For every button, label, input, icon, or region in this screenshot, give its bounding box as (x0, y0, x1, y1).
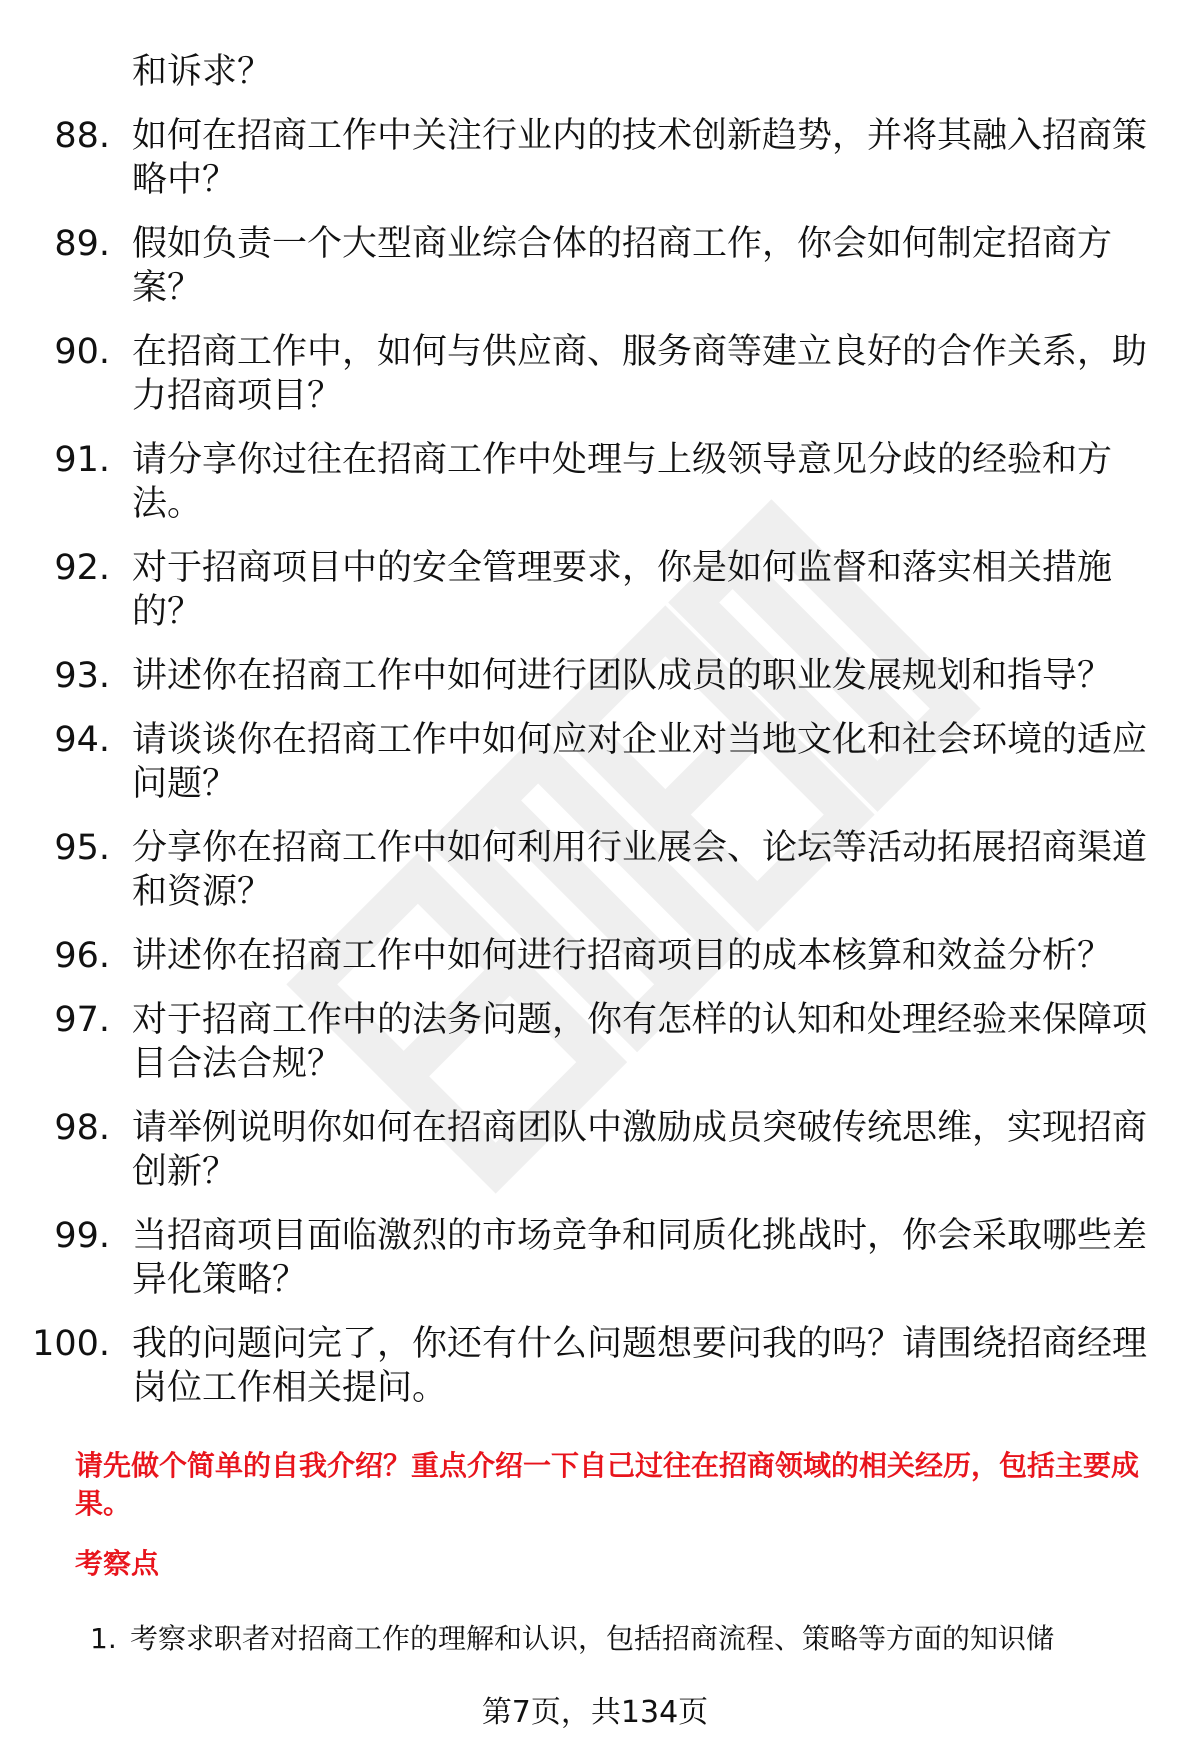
question-number: 97. (54, 1000, 110, 1040)
question-text: 请分享你过往在招商工作中处理与上级领导意见分歧的经验和方法。 (132, 440, 1113, 524)
question-number: 96. (54, 936, 110, 976)
question-item (0, 438, 1152, 526)
evaluation-point-item (90, 1620, 1170, 1658)
question-number: 89. (54, 224, 110, 264)
question-text: 在招商工作中，如何与供应商、服务商等建立良好的合作关系，助力招商项目？ (132, 332, 1148, 416)
question-item (0, 50, 1152, 94)
question-text: 和诉求？ (132, 52, 273, 92)
question-number: 93. (54, 656, 110, 696)
question-number: 95. (54, 828, 110, 868)
question-item (0, 718, 1152, 806)
question-item (0, 826, 1152, 914)
question-list (0, 50, 1190, 1430)
question-number: 98. (54, 1108, 110, 1148)
question-number: 100. (32, 1324, 110, 1364)
question-item (0, 222, 1152, 310)
question-item (0, 998, 1152, 1086)
question-text: 对于招商项目中的安全管理要求，你是如何监督和落实相关措施的？ (132, 548, 1113, 632)
question-item (0, 546, 1152, 634)
point-number: 1. (90, 1622, 117, 1655)
question-text: 请举例说明你如何在招商团队中激励成员突破传统思维，实现招商创新？ (132, 1108, 1148, 1192)
question-item (0, 330, 1152, 418)
question-number: 91. (54, 440, 110, 480)
evaluation-points-heading: 考察点 (75, 1547, 160, 1580)
page-footer: 第7页，共134页 (481, 1695, 709, 1730)
question-text: 请谈谈你在招商工作中如何应对企业对当地文化和社会环境的适应问题？ (132, 720, 1148, 804)
question-text: 假如负责一个大型商业综合体的招商工作，你会如何制定招商方案？ (132, 224, 1113, 308)
question-number: 88. (54, 116, 110, 156)
question-text: 当招商项目面临激烈的市场竞争和同质化挑战时，你会采取哪些差异化策略？ (132, 1216, 1148, 1300)
question-item (0, 654, 1152, 698)
question-text: 讲述你在招商工作中如何进行招商项目的成本核算和效益分析？ (132, 936, 1113, 976)
question-item (0, 1322, 1152, 1410)
question-text: 我的问题问完了，你还有什么问题想要问我的吗？请围绕招商经理岗位工作相关提问。 (132, 1324, 1148, 1408)
question-number: 90. (54, 332, 110, 372)
question-text: 如何在招商工作中关注行业内的技术创新趋势，并将其融入招商策略中？ (132, 116, 1148, 200)
question-text: 讲述你在招商工作中如何进行团队成员的职业发展规划和指导？ (132, 656, 1113, 696)
question-item (0, 1106, 1152, 1194)
section-heading: 请先做个简单的自我介绍？重点介绍一下自己过往在招商领域的相关经历，包括主要成果。 (75, 1449, 1140, 1520)
question-item (0, 114, 1152, 202)
question-item (0, 934, 1152, 978)
question-number: 99. (54, 1216, 110, 1256)
question-item (0, 1214, 1152, 1302)
question-number: 94. (54, 720, 110, 760)
question-text: 对于招商工作中的法务问题，你有怎样的认知和处理经验来保障项目合法合规？ (132, 1000, 1148, 1084)
question-number: 92. (54, 548, 110, 588)
question-text: 分享你在招商工作中如何利用行业展会、论坛等活动拓展招商渠道和资源？ (132, 828, 1148, 912)
point-text: 考察求职者对招商工作的理解和认识，包括招商流程、策略等方面的知识储 (130, 1622, 1055, 1655)
